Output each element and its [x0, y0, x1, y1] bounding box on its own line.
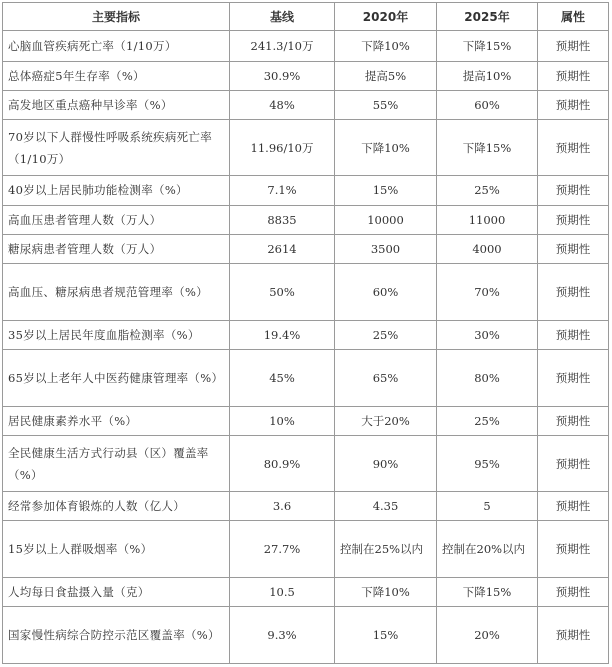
- row-2025: 下降15%: [437, 31, 538, 62]
- row-attribute: 预期性: [538, 492, 609, 521]
- row-indicator: 居民健康素养水平（%）: [3, 407, 230, 436]
- row-attribute: 预期性: [538, 176, 609, 205]
- row-2020: 90%: [335, 436, 437, 492]
- row-2020: 大于20%: [335, 407, 437, 436]
- row-2025: 30%: [437, 320, 538, 349]
- table-row: [3, 263, 609, 320]
- row-indicator: 糖尿病患者管理人数（万人）: [3, 234, 230, 263]
- row-baseline: 241.3/10万: [230, 31, 335, 62]
- row-2025: 80%: [437, 349, 538, 406]
- table-row: [3, 62, 609, 91]
- row-baseline: 10.5: [230, 577, 335, 606]
- header-2020: 2020年: [335, 3, 437, 31]
- row-baseline: 48%: [230, 91, 335, 120]
- table-row: [3, 234, 609, 263]
- row-2025: 5: [437, 492, 538, 521]
- row-attribute: 预期性: [538, 234, 609, 263]
- row-indicator: 70岁以下人群慢性呼吸系统疾病死亡率（1/10万）: [3, 120, 230, 176]
- indicator-table: [2, 2, 609, 664]
- row-baseline: 45%: [230, 349, 335, 406]
- table-row: [3, 492, 609, 521]
- row-2025: 20%: [437, 606, 538, 663]
- row-2020: 15%: [335, 606, 437, 663]
- row-attribute: 预期性: [538, 577, 609, 606]
- table-row: [3, 91, 609, 120]
- table-row: [3, 176, 609, 205]
- row-2020: 25%: [335, 320, 437, 349]
- row-baseline: 50%: [230, 263, 335, 320]
- row-2020: 55%: [335, 91, 437, 120]
- row-2020: 60%: [335, 263, 437, 320]
- row-2025: 95%: [437, 436, 538, 492]
- row-indicator: 高发地区重点癌种早诊率（%）: [3, 91, 230, 120]
- row-baseline: 80.9%: [230, 436, 335, 492]
- row-2025: 提高10%: [437, 62, 538, 91]
- row-2020: 下降10%: [335, 577, 437, 606]
- row-baseline: 2614: [230, 234, 335, 263]
- table-row: [3, 205, 609, 234]
- table-row: [3, 320, 609, 349]
- row-indicator: 35岁以上居民年度血脂检测率（%）: [3, 320, 230, 349]
- table-row: [3, 436, 609, 492]
- row-2020: 65%: [335, 349, 437, 406]
- row-2020: 下降10%: [335, 120, 437, 176]
- row-attribute: 预期性: [538, 31, 609, 62]
- row-attribute: 预期性: [538, 62, 609, 91]
- row-2020: 10000: [335, 205, 437, 234]
- row-attribute: 预期性: [538, 349, 609, 406]
- row-baseline: 30.9%: [230, 62, 335, 91]
- row-baseline: 9.3%: [230, 606, 335, 663]
- row-indicator: 国家慢性病综合防控示范区覆盖率（%）: [3, 606, 230, 663]
- row-attribute: 预期性: [538, 606, 609, 663]
- row-attribute: 预期性: [538, 407, 609, 436]
- table-row: [3, 31, 609, 62]
- table-row: [3, 577, 609, 606]
- row-2025: 下降15%: [437, 577, 538, 606]
- row-2020: 4.35: [335, 492, 437, 521]
- table-row: [3, 349, 609, 406]
- row-indicator: 65岁以上老年人中医药健康管理率（%）: [3, 349, 230, 406]
- row-2025: 控制在20%以内: [437, 521, 538, 577]
- row-indicator: 心脑血管疾病死亡率（1/10万）: [3, 31, 230, 62]
- row-2020: 下降10%: [335, 31, 437, 62]
- row-baseline: 11.96/10万: [230, 120, 335, 176]
- row-indicator: 总体癌症5年生存率（%）: [3, 62, 230, 91]
- table-row: [3, 606, 609, 663]
- row-2025: 11000: [437, 205, 538, 234]
- row-2025: 25%: [437, 176, 538, 205]
- table-row: [3, 407, 609, 436]
- row-attribute: 预期性: [538, 521, 609, 577]
- row-2025: 25%: [437, 407, 538, 436]
- row-baseline: 27.7%: [230, 521, 335, 577]
- row-2025: 60%: [437, 91, 538, 120]
- row-indicator: 15岁以上人群吸烟率（%）: [3, 521, 230, 577]
- row-indicator: 高血压患者管理人数（万人）: [3, 205, 230, 234]
- header-row: [3, 3, 609, 31]
- row-2020: 控制在25%以内: [335, 521, 437, 577]
- header-indicator: 主要指标: [3, 3, 230, 31]
- row-baseline: 10%: [230, 407, 335, 436]
- row-2025: 下降15%: [437, 120, 538, 176]
- header-2025: 2025年: [437, 3, 538, 31]
- row-indicator: 全民健康生活方式行动县（区）覆盖率（%）: [3, 436, 230, 492]
- row-baseline: 19.4%: [230, 320, 335, 349]
- row-baseline: 7.1%: [230, 176, 335, 205]
- header-baseline: 基线: [230, 3, 335, 31]
- row-indicator: 40岁以上居民肺功能检测率（%）: [3, 176, 230, 205]
- row-2020: 15%: [335, 176, 437, 205]
- row-attribute: 预期性: [538, 205, 609, 234]
- row-attribute: 预期性: [538, 263, 609, 320]
- row-2025: 70%: [437, 263, 538, 320]
- row-attribute: 预期性: [538, 436, 609, 492]
- row-2020: 提高5%: [335, 62, 437, 91]
- table-row: [3, 120, 609, 176]
- row-2025: 4000: [437, 234, 538, 263]
- row-baseline: 3.6: [230, 492, 335, 521]
- row-baseline: 8835: [230, 205, 335, 234]
- row-indicator: 人均每日食盐摄入量（克）: [3, 577, 230, 606]
- row-attribute: 预期性: [538, 91, 609, 120]
- row-attribute: 预期性: [538, 320, 609, 349]
- row-indicator: 经常参加体育锻炼的人数（亿人）: [3, 492, 230, 521]
- row-indicator: 高血压、糖尿病患者规范管理率（%）: [3, 263, 230, 320]
- row-attribute: 预期性: [538, 120, 609, 176]
- header-attribute: 属性: [538, 3, 609, 31]
- row-2020: 3500: [335, 234, 437, 263]
- table-row: [3, 521, 609, 577]
